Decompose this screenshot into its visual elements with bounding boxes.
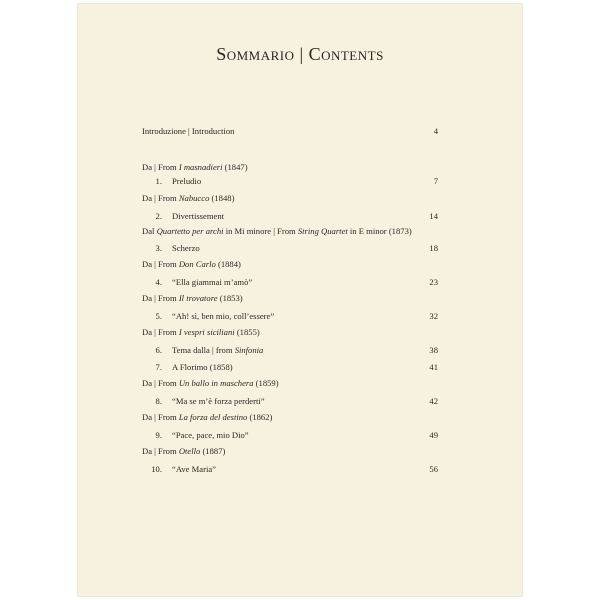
toc-source: [142, 226, 438, 236]
source-work: Don Carlo: [178, 259, 216, 269]
toc-intro: [142, 126, 438, 136]
toc-source: [142, 412, 438, 422]
source-prefix: Da | From: [142, 259, 179, 269]
source-year: (1855): [234, 327, 260, 337]
toc-item: [142, 362, 438, 372]
toc-item: [142, 277, 438, 287]
source-work: Il trovatore: [178, 293, 218, 303]
toc-source: [142, 162, 438, 172]
item-title: “Pace, pace, mio Dio”: [172, 430, 249, 440]
source-prefix: Da | From: [142, 446, 179, 456]
item-title: “Ma se m’è forza perderti”: [172, 396, 265, 406]
toc-source: [142, 193, 438, 203]
toc-item: [142, 464, 438, 474]
item-title: “Ella giammai m’amò”: [172, 277, 253, 287]
item-number: 1.: [155, 176, 162, 186]
item-number: 8.: [155, 396, 162, 406]
item-page: 7: [433, 176, 438, 186]
toc-item: [142, 243, 438, 253]
item-number: 6.: [155, 345, 162, 355]
item-work: Sinfonia: [234, 345, 264, 355]
source-prefix: Da | From: [142, 378, 179, 388]
toc-item: [142, 396, 438, 406]
item-title: A Florimo (1858): [172, 362, 233, 372]
item-page: 32: [429, 311, 438, 321]
source-year: (1848): [209, 193, 235, 203]
source-work: La forza del destino: [178, 412, 248, 422]
source-year: (1853): [217, 293, 243, 303]
item-page: 49: [429, 430, 438, 440]
toc-item: [142, 211, 438, 221]
item-page: 18: [429, 243, 438, 253]
source-work: Otello: [178, 446, 201, 456]
source-year: (1859): [253, 378, 279, 388]
intro-page: 4: [433, 126, 438, 136]
source-work: Un ballo in maschera: [178, 378, 254, 388]
toc-item: [142, 311, 438, 321]
item-title: Preludio: [172, 176, 202, 186]
item-page: 56: [429, 464, 438, 474]
source-year: (1862): [247, 412, 273, 422]
toc-source: [142, 378, 438, 388]
source-prefix: Da | From: [142, 327, 179, 337]
item-title: “Ave Maria”: [172, 464, 216, 474]
item-page: 42: [429, 396, 438, 406]
source-prefix: Da | From: [142, 412, 179, 422]
toc-item: [142, 176, 438, 186]
item-number: 9.: [155, 430, 162, 440]
source-work-en: String Quartet: [297, 226, 348, 236]
item-page: 14: [429, 211, 438, 221]
item-number: 10.: [151, 464, 162, 474]
toc-source: [142, 446, 438, 456]
item-number: 7.: [155, 362, 162, 372]
source-year: in E minor (1873): [347, 226, 412, 236]
source-prefix: Da | From: [142, 193, 179, 203]
toc-source: [142, 293, 438, 303]
page-title: Sommario | Contents: [216, 44, 384, 64]
toc-source: [142, 327, 438, 337]
source-prefix: Dal: [142, 226, 157, 236]
item-page: 41: [429, 362, 438, 372]
item-title: Scherzo: [172, 243, 200, 253]
source-detail: in Mi minore | From: [223, 226, 298, 236]
source-year: (1884): [215, 259, 241, 269]
item-page: 38: [429, 345, 438, 355]
source-work: I masnadieri: [178, 162, 223, 172]
source-work: Quartetto per archi: [156, 226, 224, 236]
source-year: (1847): [222, 162, 248, 172]
item-title: “Ah! sì, ben mio, coll’essere”: [172, 311, 275, 321]
intro-label: Introduzione | Introduction: [142, 126, 235, 136]
toc-item: [142, 345, 438, 355]
source-work: Nabucco: [178, 193, 210, 203]
item-number: 4.: [155, 277, 162, 287]
item-title: Tema dalla | from: [172, 345, 235, 355]
source-prefix: Da | From: [142, 293, 179, 303]
item-number: 3.: [155, 243, 162, 253]
source-work: I vespri siciliani: [178, 327, 235, 337]
source-prefix: Da | From: [142, 162, 179, 172]
toc-item: [142, 430, 438, 440]
item-title: Divertissement: [172, 211, 225, 221]
item-number: 5.: [155, 311, 162, 321]
item-number: 2.: [155, 211, 162, 221]
toc-source: [142, 259, 438, 269]
source-year: (1887): [200, 446, 226, 456]
item-page: 23: [429, 277, 438, 287]
